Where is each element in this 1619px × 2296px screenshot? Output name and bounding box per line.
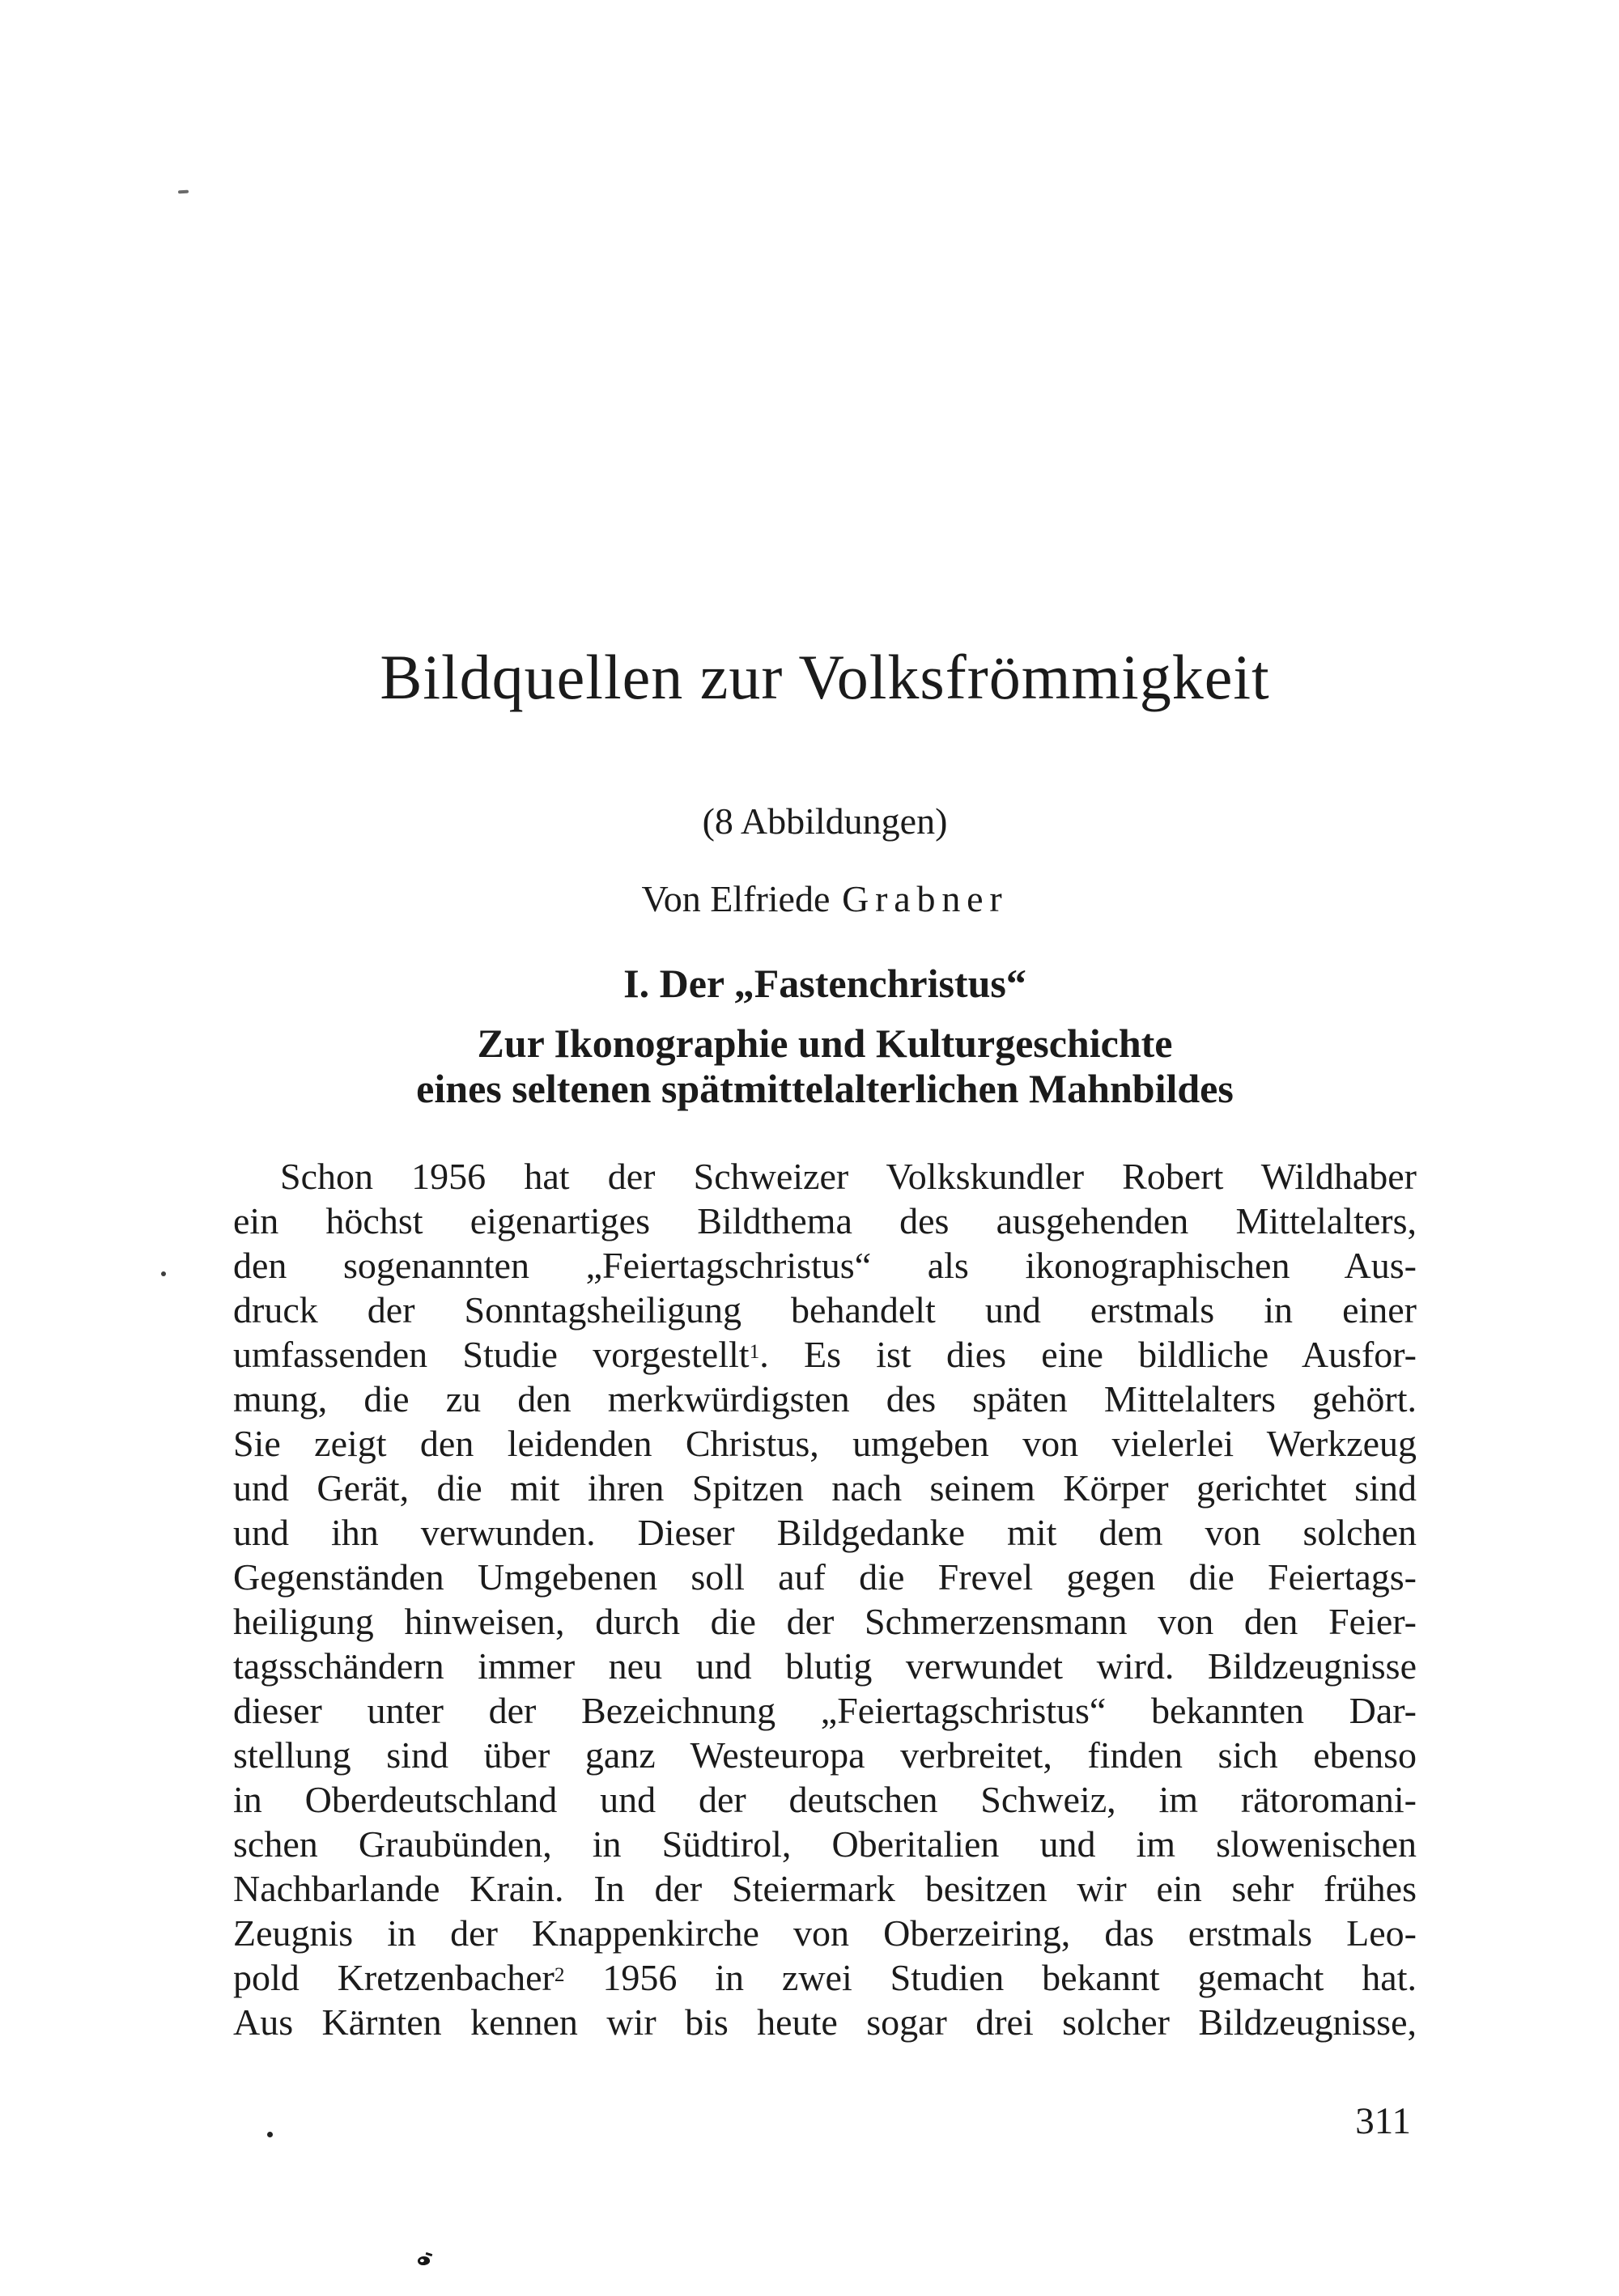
body-line: umfassenden Studie vorgestellt$^1$. Es ist dies eine bildliche Ausfor-: [233, 1334, 1417, 1375]
body-line: Gegenständen Umgebenen soll auf die Frevel gegen die Feiertags-: [233, 1556, 1417, 1598]
scan-artifact-dash: [178, 190, 189, 194]
section-heading-line-2: Zur Ikonographie und Kulturgeschichte: [477, 1021, 1173, 1066]
body-line: Zeugnis in der Knappenkirche von Oberzeiring, das erstmals Leo-: [233, 1912, 1417, 1954]
article-title: Bildquellen zur Volksfrömmigkeit: [380, 642, 1270, 712]
body-paragraph: [233, 1154, 1417, 2044]
body-line: Sie zeigt den leidenden Christus, umgeben von vielerlei Werkzeug: [233, 1423, 1417, 1464]
body-line: schen Graubünden, in Südtirol, Oberitalien und im slowenischen: [233, 1823, 1417, 1865]
body-line: und ihn verwunden. Dieser Bildgedanke mit dem von solchen: [233, 1512, 1417, 1553]
body-line: Nachbarlande Krain. In der Steiermark besitzen wir ein sehr frühes: [233, 1868, 1417, 1909]
body-line: Schon 1956 hat der Schweizer Volkskundler Robert Wildhaber: [280, 1156, 1417, 1197]
author-name: Grabner: [842, 878, 1009, 919]
body-line: pold Kretzenbacher$^2$ 1956 in zwei Studien bekannt gemacht hat.: [233, 1957, 1417, 1998]
footnote-marker: 2: [554, 1963, 565, 1986]
body-line: druck der Sonntagsheiligung behandelt und erstmals in einer: [233, 1289, 1417, 1330]
footnote-marker: 1: [749, 1339, 760, 1363]
figure-count-note: (8 Abbildungen): [702, 800, 948, 842]
section-heading-line-3: eines seltenen spätmittelalterlichen Mahnbildes: [416, 1066, 1234, 1111]
section-heading-line-1: I. Der „Fastenchristus“: [623, 961, 1026, 1006]
body-line: Aus Kärnten kennen wir bis heute sogar drei solcher Bildzeugnisse,: [233, 2001, 1417, 2043]
body-line: mung, die zu den merkwürdigsten des späten Mittelalters gehört.: [233, 1378, 1417, 1420]
scan-artifact-squiggle: [417, 2256, 430, 2266]
body-line: tagsschändern immer neu und blutig verwundet wird. Bildzeugnisse: [233, 1645, 1417, 1687]
body-line: und Gerät, die mit ihren Spitzen nach seinem Körper gerichtet sind: [233, 1467, 1417, 1509]
body-line: in Oberdeutschland und der deutschen Schweiz, im rätoromani-: [233, 1779, 1417, 1820]
body-line: dieser unter der Bezeichnung „Feiertagschristus“ bekannten Dar-: [233, 1690, 1417, 1731]
byline: [233, 877, 1417, 920]
body-line: ein höchst eigenartiges Bildthema des ausgehenden Mittelalters,: [233, 1200, 1417, 1241]
scan-artifact-dot: [267, 2132, 273, 2137]
body-line: heiligung hinweisen, durch die der Schmerzensmann von den Feier-: [233, 1601, 1417, 1642]
page-number: 311: [1355, 2100, 1411, 2142]
scan-artifact-dot: [161, 1271, 166, 1276]
byline-prefix: Von Elfriede: [641, 878, 831, 919]
body-line: stellung sind über ganz Westeuropa verbreitet, finden sich ebenso: [233, 1734, 1417, 1776]
body-line: den sogenannten „Feiertagschristus“ als ikonographischen Aus-: [233, 1245, 1417, 1286]
